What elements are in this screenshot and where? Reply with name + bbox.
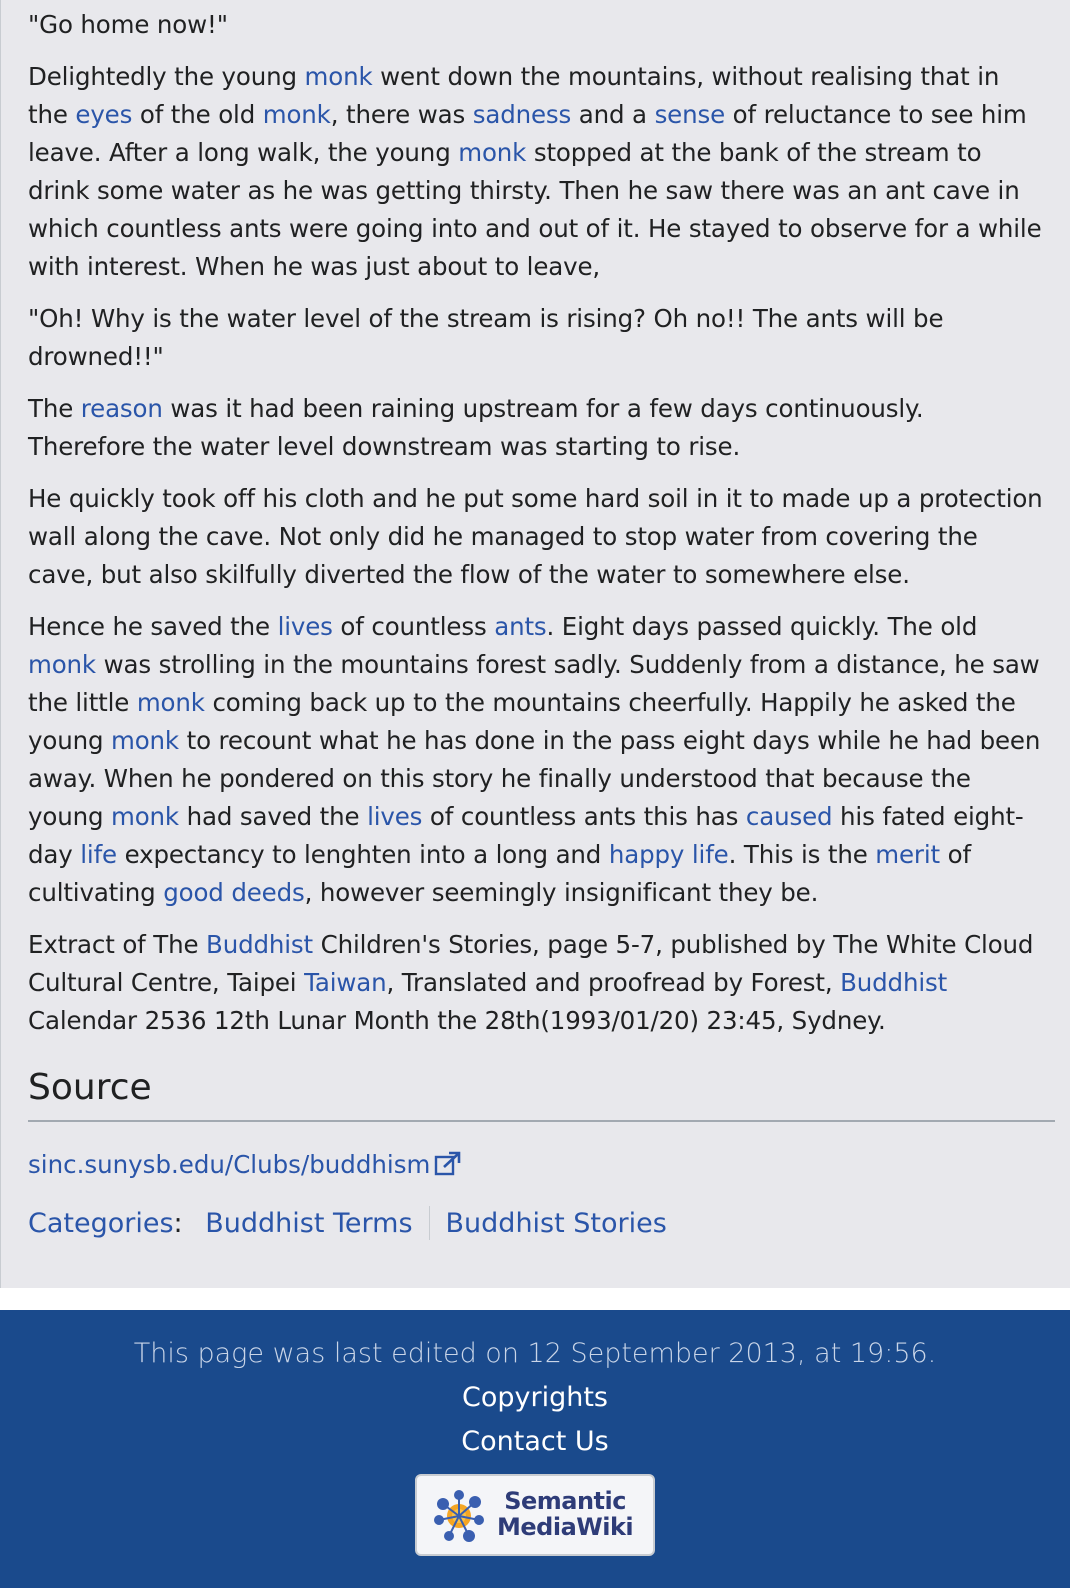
text-segment: , there was xyxy=(330,100,473,129)
external-link-icon xyxy=(434,1151,462,1186)
wiki-link-lives[interactable]: lives xyxy=(367,802,423,831)
text-segment: The xyxy=(28,394,81,423)
site-footer xyxy=(0,1310,1070,1588)
paragraph-journey xyxy=(28,58,1043,286)
wiki-link-monk[interactable]: monk xyxy=(28,650,96,679)
badge-line-mediawiki: MediaWiki xyxy=(497,1513,634,1541)
source-heading: Source xyxy=(28,1066,1055,1122)
category-buddhist-terms[interactable]: Buddhist Terms xyxy=(205,1208,413,1239)
paragraph-quote-go-home: "Go home now!" xyxy=(28,10,228,39)
text-segment: stopped at the bank of the stream to drink some water as he was getting thirsty. Then he saw there was an ant cave in which countless ants were going into and out of it. He stayed to observe for a while with interest. When he was just about to leave, xyxy=(28,138,1042,281)
source-link-row xyxy=(28,1148,1043,1186)
text-segment: , however seemingly insignificant they be. xyxy=(304,878,819,907)
text-segment: was strolling in the mountains forest sadly. Suddenly from a distance, he saw the little xyxy=(28,650,1040,717)
text-segment: had saved the xyxy=(178,802,368,831)
article-body xyxy=(1,6,1070,1242)
wiki-link-sadness[interactable]: sadness xyxy=(472,100,572,129)
semantic-mediawiki-logo-icon xyxy=(429,1486,493,1546)
wiki-link-monk[interactable]: monk xyxy=(136,688,205,717)
text-segment: coming back up to the mountains cheerfully. Happily he asked the young xyxy=(28,688,1016,755)
paragraph-extract xyxy=(28,926,1043,1040)
text-segment: was it had been raining upstream for a few days continuously. Therefore the water level downstream was starting to rise. xyxy=(28,394,924,461)
footer-gap xyxy=(0,1288,1070,1310)
text-segment: . This is the xyxy=(728,840,876,869)
badge-line-semantic: Semantic xyxy=(504,1487,626,1515)
wiki-link-buddhist[interactable]: Buddhist xyxy=(206,930,313,959)
text-segment: of cultivating xyxy=(28,840,971,907)
text-segment: , Translated and proofread by Forest, xyxy=(386,968,841,997)
text-segment: his fated eight-day xyxy=(28,802,1024,869)
text-segment: of reluctance to see him leave. After a long walk, the young xyxy=(28,100,1027,167)
semantic-mediawiki-badge[interactable] xyxy=(415,1474,655,1556)
category-buddhist-stories[interactable]: Buddhist Stories xyxy=(445,1208,667,1239)
text-segment: Children's Stories, page 5-7, published by The White Cloud Cultural Centre, Taipei xyxy=(28,930,1034,997)
category-links xyxy=(28,1206,1043,1242)
categories-colon: : xyxy=(173,1208,183,1239)
categories-label-link[interactable]: Categories xyxy=(28,1208,174,1239)
paragraph-saved-lives xyxy=(28,608,1043,912)
text-segment: Calendar 2536 12th Lunar Month the 28th(1993/01/20) 23:45, Sydney. xyxy=(28,1006,886,1035)
wiki-link-buddhist[interactable]: Buddhist xyxy=(840,968,948,997)
wiki-link-reason[interactable]: reason xyxy=(80,394,163,423)
text-segment: Extract of The xyxy=(28,930,207,959)
wiki-link-life[interactable]: life xyxy=(80,840,117,869)
wiki-link-eyes[interactable]: eyes xyxy=(75,100,133,129)
paragraph-wall: He quickly took off his cloth and he put some hard soil in it to made up a protection wall along the cave. Not only did he managed to stop water from covering the cave, but also skilfully diverted the flow of the water to somewhere else. xyxy=(28,484,1043,589)
wiki-link-lives[interactable]: lives xyxy=(277,612,333,641)
contact-us-link[interactable]: Contact Us xyxy=(461,1426,609,1457)
wiki-link-happy-life[interactable]: happy life xyxy=(608,840,729,869)
wiki-link-sense[interactable]: sense xyxy=(654,100,726,129)
wiki-link-monk[interactable]: monk xyxy=(262,100,331,129)
text-segment: went down the mountains, without realising that in the xyxy=(28,62,1000,129)
wiki-link-caused[interactable]: caused xyxy=(745,802,833,831)
text-segment: of the old xyxy=(132,100,263,129)
text-segment: of countless xyxy=(332,612,495,641)
last-edited-text: This page was last edited on 12 September 2013, at 19:56. xyxy=(133,1338,937,1369)
paragraph-quote-water: "Oh! Why is the water level of the stream is rising? Oh no!! The ants will be drowned!!" xyxy=(28,304,944,371)
text-segment: to recount what he has done in the pass eight days while he had been away. When he pondered on this story he finally understood that because the young xyxy=(28,726,1041,831)
wiki-link-ants[interactable]: ants xyxy=(494,612,547,641)
source-external-link[interactable]: sinc.sunysb.edu/Clubs/buddhism xyxy=(28,1150,431,1179)
wiki-link-good-deeds[interactable]: good deeds xyxy=(163,878,305,907)
paragraph-reason xyxy=(28,390,1043,466)
wiki-link-monk[interactable]: monk xyxy=(458,138,527,167)
text-segment: Delightedly the young xyxy=(28,62,305,91)
copyrights-link[interactable]: Copyrights xyxy=(462,1382,608,1413)
wiki-link-taiwan[interactable]: Taiwan xyxy=(304,968,387,997)
category-separator xyxy=(429,1206,430,1240)
wiki-link-monk[interactable]: monk xyxy=(304,62,373,91)
text-segment: of countless ants this has xyxy=(422,802,746,831)
text-segment: Hence he saved the xyxy=(28,612,278,641)
text-segment: expectancy to lenghten into a long and xyxy=(116,840,609,869)
wiki-link-merit[interactable]: merit xyxy=(875,840,940,869)
wiki-link-monk[interactable]: monk xyxy=(110,726,179,755)
wiki-link-monk[interactable]: monk xyxy=(110,802,179,831)
badge-text xyxy=(497,1488,633,1540)
text-segment: . Eight days passed quickly. The old xyxy=(546,612,978,641)
text-segment: and a xyxy=(571,100,655,129)
